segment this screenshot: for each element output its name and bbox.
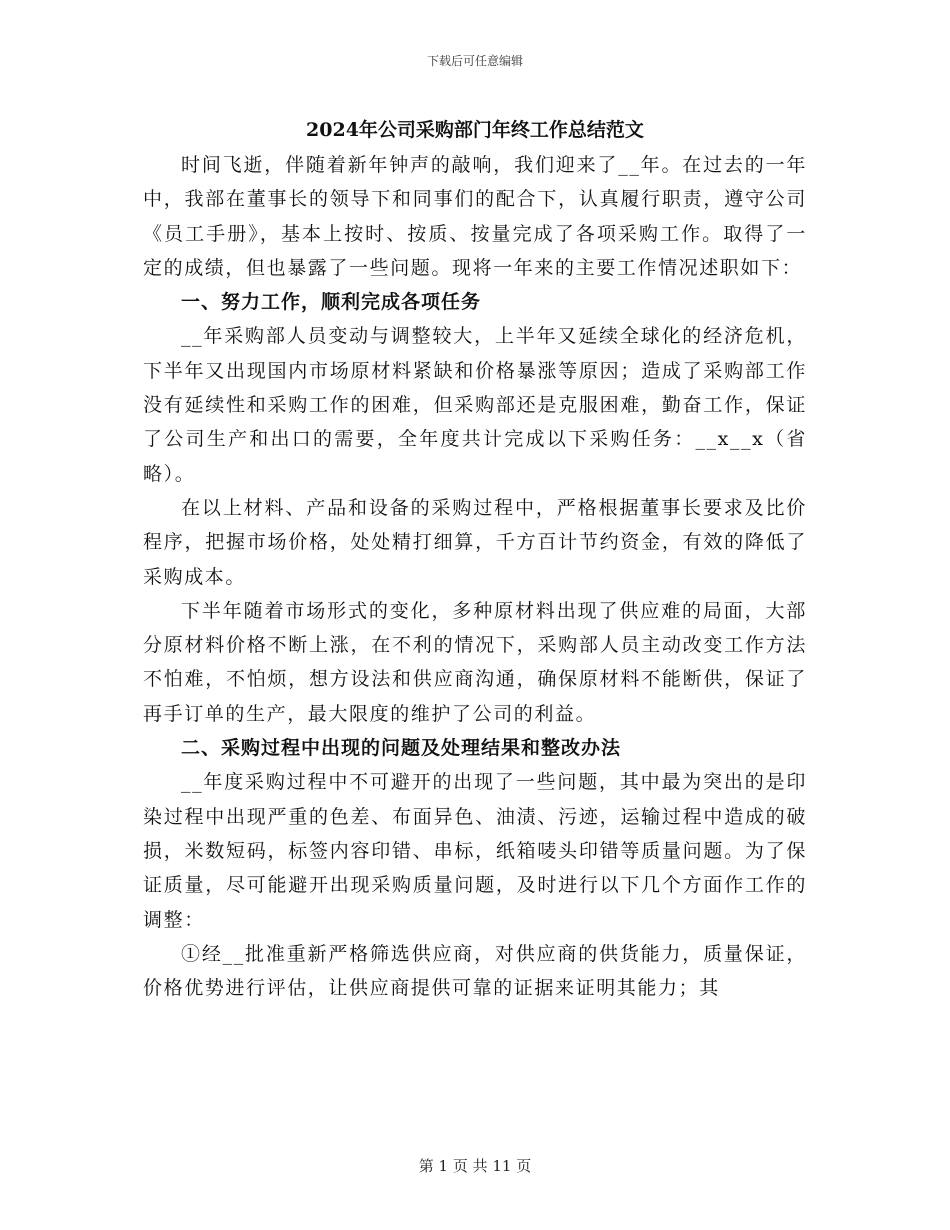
page-footer: 第 1 页 共 11 页 xyxy=(418,1157,532,1175)
section-heading-1: 一、努力工作，顺利完成各项任务 xyxy=(181,291,482,314)
intro-paragraph: 时间飞逝，伴随着新年钟声的敲响，我们迎来了__年。在过去的一年中，我部在董事长的领导下和同事们的配合下，认真履行职责，遵守公司《员工手册》，基本上按时、按质、按量完成了各项采购工作。取得了一定的成绩，但也暴露了一些问题。现将一年来的主要工作情况述职如下： xyxy=(143,154,807,279)
section1-paragraph: __年采购部人员变动与调整较大，上半年又延续全球化的经济危机，下半年又出现国内市场原材料紧缺和价格暴涨等原因；造成了采购部工作没有延续性和采购工作的困难，但采购部还是克服困难，勤奋工作，保证了公司生产和出口的需要，全年度共计完成以下采购任务：__x__x（省略）。 xyxy=(143,325,807,485)
document-body xyxy=(143,112,807,1005)
document-title: 2024年公司采购部门年终工作总结范文 xyxy=(306,119,644,141)
section-heading-2: 二、采购过程中出现的问题及处理结果和整改办法 xyxy=(181,737,622,760)
section1-paragraph: 下半年随着市场形式的变化，多种原材料出现了供应难的局面，大部分原材料价格不断上涨，在不利的情况下，采购部人员主动改变工作方法不怕难，不怕烦，想方设法和供应商沟通，确保原材料不能断供，保证了再手订单的生产，最大限度的维护了公司的利益。 xyxy=(143,599,807,725)
section1-paragraph: 在以上材料、产品和设备的采购过程中，严格根据董事长要求及比价程序，把握市场价格，处处精打细算，千方百计节约资金，有效的降低了采购成本。 xyxy=(143,496,807,588)
section2-paragraph: __年度采购过程中不可避开的出现了一些问题，其中最为突出的是印染过程中出现严重的色差、布面异色、油渍、污迹，运输过程中造成的破损，米数短码，标签内容印错、串标，纸箱唛头印错等质量问题。为了保证质量，尽可能避开出现采购质量问题，及时进行以下几个方面作工作的调整： xyxy=(143,771,807,931)
page-header: 下载后可任意编辑 xyxy=(426,54,523,68)
section2-paragraph: ①经__批准重新严格筛选供应商，对供应商的供货能力，质量保证，价格优势进行评估，让供应商提供可靠的证据来证明其能力；其 xyxy=(143,942,807,1000)
